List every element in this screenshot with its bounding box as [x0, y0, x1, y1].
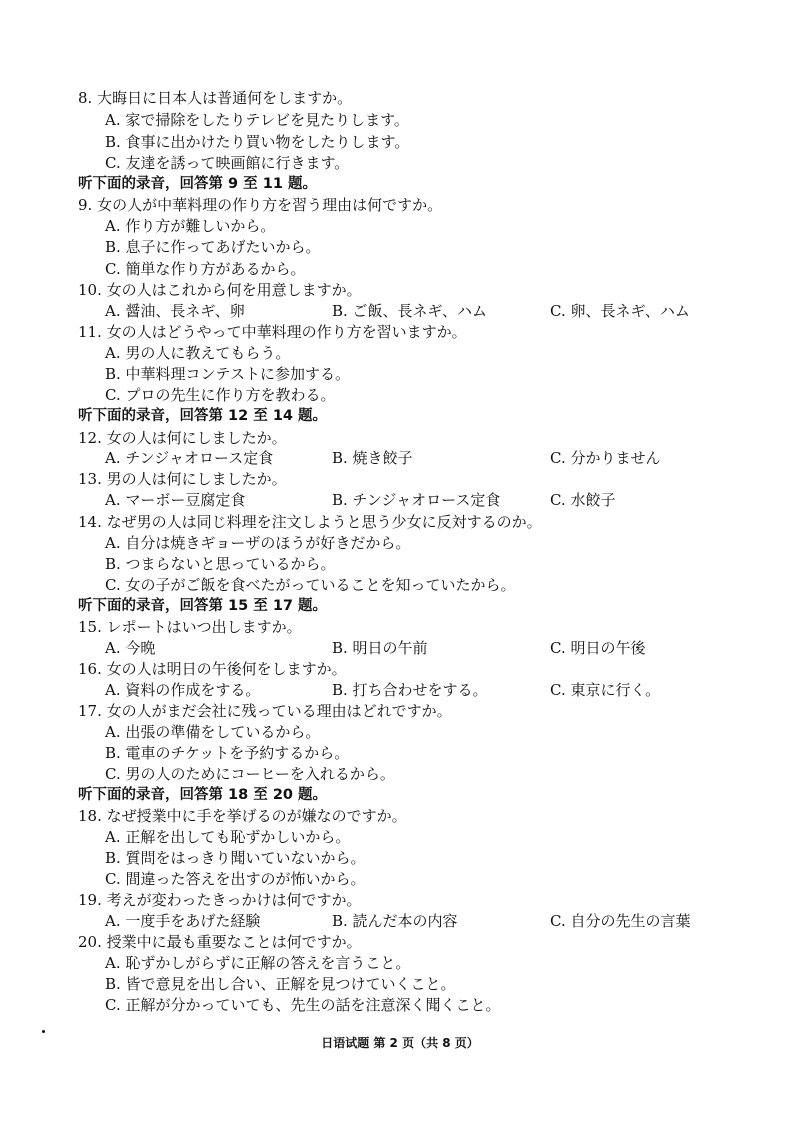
- question-15-option-c: C. 明日の午後: [550, 639, 646, 657]
- question-14-option-a: A. 自分は焼きギョーザのほうが好きだから。: [105, 534, 411, 552]
- question-19-option-b: B. 読んだ本の内容: [332, 912, 458, 930]
- question-18-option-b: B. 質問をはっきり聞いていないから。: [105, 849, 366, 867]
- question-11-option-a: A. 男の人に教えてもらう。: [105, 344, 291, 362]
- question-8-option-c: C. 友達を誘って映画館に行きます。: [105, 154, 350, 172]
- page-footer: 日语试题 第 2 页（共 8 页）: [321, 1036, 479, 1050]
- question-10-stem: 10. 女の人はこれから何を用意しますか。: [78, 281, 362, 299]
- question-16-option-a: A. 資料の作成をする。: [105, 681, 261, 699]
- question-20-option-a: A. 恥ずかしがらずに正解の答えを言うこと。: [105, 954, 411, 972]
- question-14-option-b: B. つまらないと思っているから。: [105, 555, 336, 573]
- question-15-option-a: A. 今晩: [105, 639, 156, 657]
- question-18-option-a: A. 正解を出しても恥ずかしいから。: [105, 828, 351, 846]
- scan-speck: [42, 1030, 45, 1033]
- question-20-option-c: C. 正解が分かっていても、先生の話を注意深く聞くこと。: [105, 996, 501, 1014]
- question-17-stem: 17. 女の人がまだ会社に残っている理由はどれですか。: [78, 702, 452, 720]
- question-13-stem: 13. 男の人は何にしましたか。: [78, 470, 287, 488]
- question-15-stem: 15. レポートはいつ出しますか。: [78, 618, 302, 636]
- question-9-stem: 9. 女の人が中華料理の作り方を習う理由は何ですか。: [78, 196, 443, 214]
- question-12-option-a: A. チンジャオロース定食: [105, 449, 274, 467]
- question-11-stem: 11. 女の人はどうやって中華料理の作り方を習いますか。: [78, 323, 467, 341]
- question-14-stem: 14. なぜ男の人は同じ料理を注文しようと思う少女に反対するのか。: [78, 513, 542, 531]
- question-10-option-c: C. 卵、長ネギ、ハム: [550, 302, 690, 320]
- question-18-stem: 18. なぜ授業中に手を挙げるのが嫌なのですか。: [78, 807, 407, 825]
- question-16-option-c: C. 東京に行く。: [550, 681, 661, 699]
- question-9-option-b: B. 息子に作ってあげたいから。: [105, 238, 321, 256]
- question-12-stem: 12. 女の人は何にしましたか。: [78, 429, 287, 447]
- question-9-option-c: C. 簡単な作り方があるから。: [105, 260, 306, 278]
- question-19-option-c: C. 自分の先生の言葉: [550, 912, 691, 930]
- section-instruction-18-20: 听下面的录音，回答第 18 至 20 题。: [78, 787, 328, 803]
- question-13-option-a: A. マーボー豆腐定食: [105, 491, 246, 509]
- question-20-stem: 20. 授業中に最も重要なことは何ですか。: [78, 933, 362, 951]
- question-12-option-b: B. 焼き餃子: [332, 449, 413, 467]
- question-12-option-c: C. 分かりません: [550, 449, 661, 467]
- question-19-option-a: A. 一度手をあげた経験: [105, 912, 261, 930]
- question-9-option-a: A. 作り方が難しいから。: [105, 217, 276, 235]
- question-19-stem: 19. 考えが変わったきっかけは何ですか。: [78, 891, 362, 909]
- question-20-option-b: B. 皆で意見を出し合い、正解を見つけていくこと。: [105, 975, 456, 993]
- question-10-option-b: B. ご飯、長ネギ、ハム: [332, 302, 487, 320]
- question-16-option-b: B. 打ち合わせをする。: [332, 681, 488, 699]
- question-13-option-c: C. 水餃子: [550, 491, 616, 509]
- section-instruction-15-17: 听下面的录音，回答第 15 至 17 题。: [78, 598, 328, 614]
- question-10-option-a: A. 醤油、長ネギ、卵: [105, 302, 245, 320]
- question-16-stem: 16. 女の人は明日の午後何をしますか。: [78, 660, 347, 678]
- question-17-option-c: C. 男の人のためにコーヒーを入れるから。: [105, 765, 395, 783]
- question-18-option-c: C. 間違った答えを出すのが怖いから。: [105, 870, 366, 888]
- section-instruction-9-11: 听下面的录音，回答第 9 至 11 题。: [78, 176, 317, 192]
- question-8-stem: 8. 大晦日に日本人は普通何をしますか。: [78, 89, 353, 107]
- question-13-option-b: B. チンジャオロース定食: [332, 491, 501, 509]
- question-15-option-b: B. 明日の午前: [332, 639, 428, 657]
- question-8-option-b: B. 食事に出かけたり買い物をしたりします。: [105, 133, 410, 151]
- question-14-option-c: C. 女の子がご飯を食べたがっていることを知っていたから。: [105, 576, 516, 594]
- question-8-option-a: A. 家で掃除をしたりテレビを見たりします。: [105, 111, 409, 129]
- question-11-option-b: B. 中華料理コンテストに参加する。: [105, 365, 350, 383]
- question-17-option-a: A. 出張の準備をしているから。: [105, 723, 321, 741]
- section-instruction-12-14: 听下面的录音，回答第 12 至 14 题。: [78, 408, 328, 424]
- question-11-option-c: C. プロの先生に作り方を教わる。: [105, 386, 336, 404]
- question-17-option-b: B. 電車のチケットを予約するから。: [105, 744, 350, 762]
